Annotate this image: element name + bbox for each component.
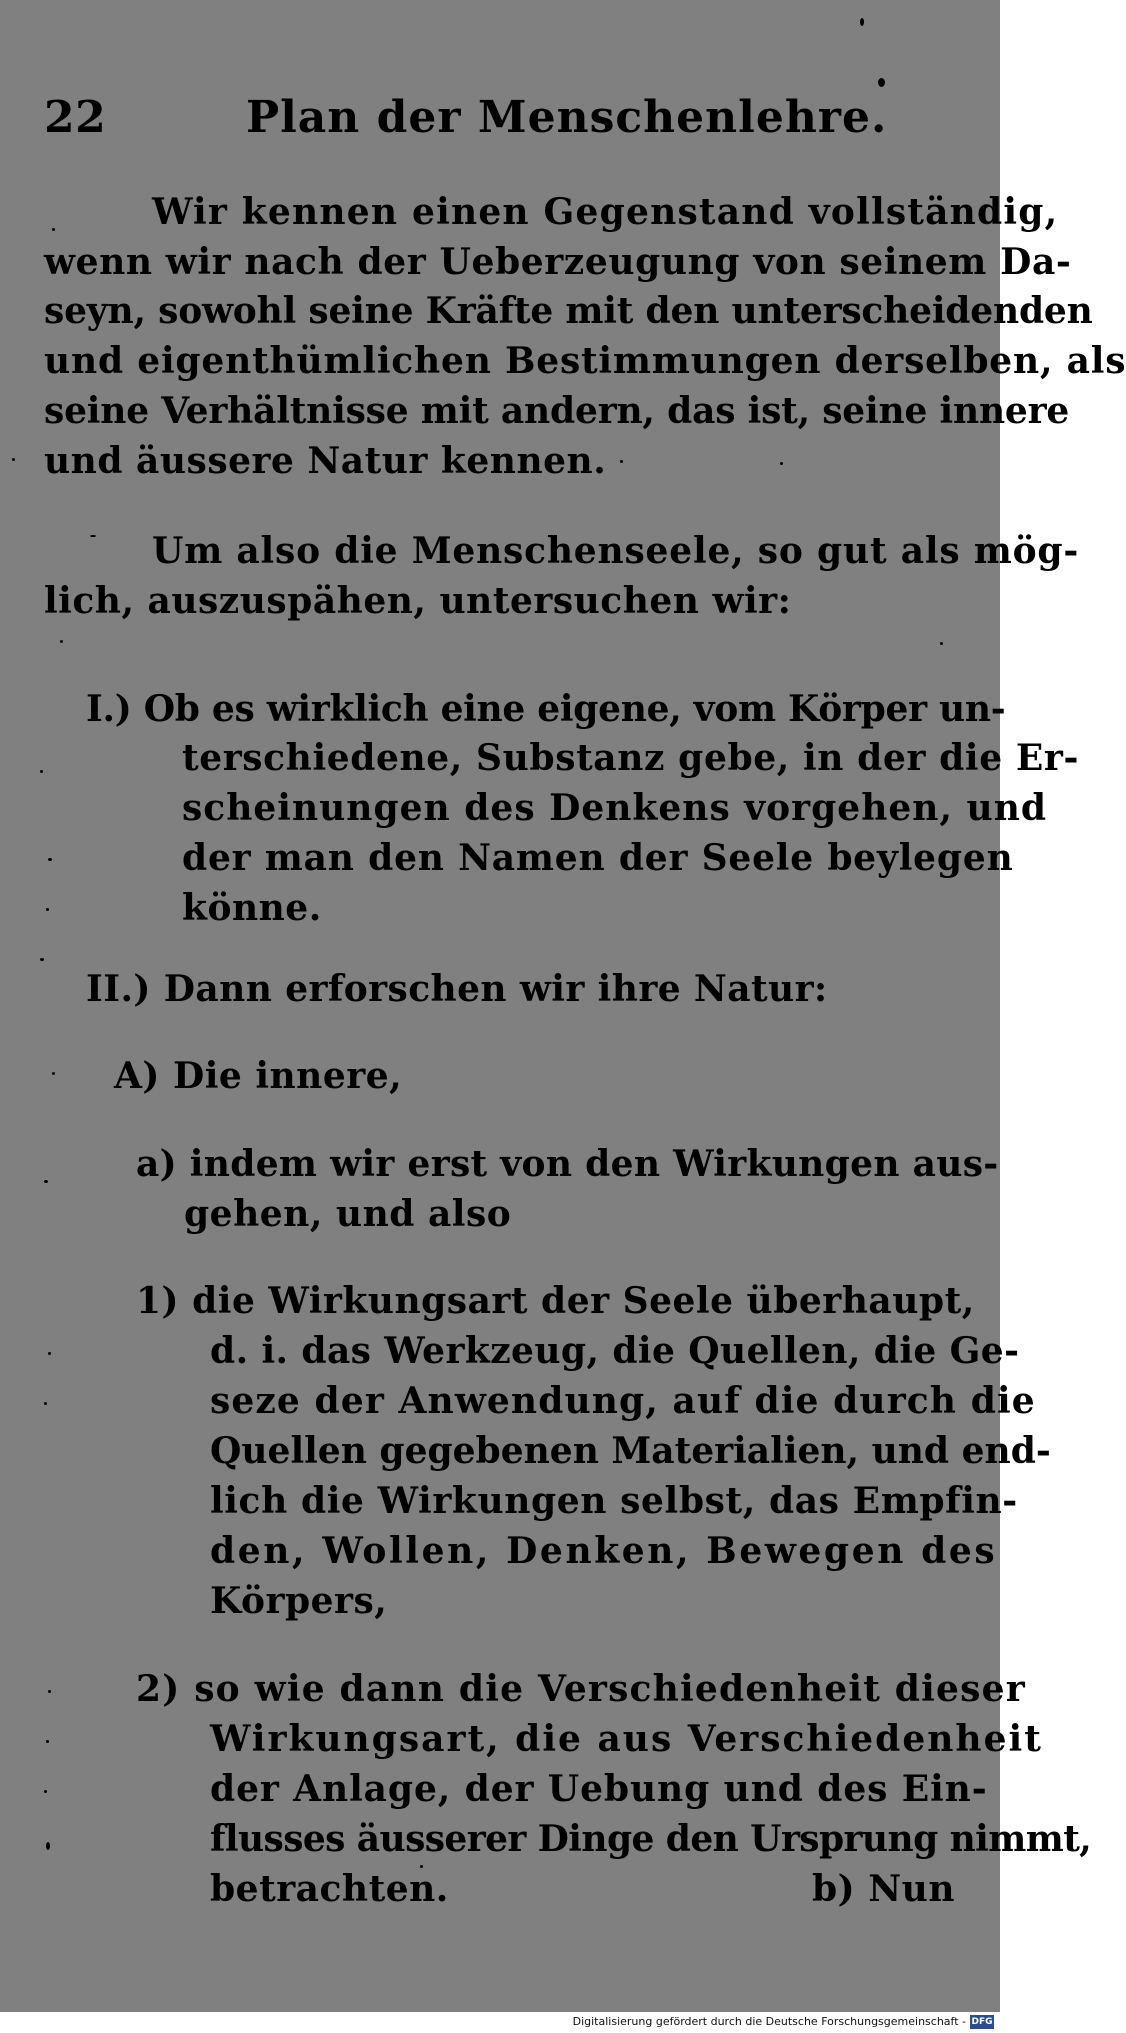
scan-speck — [90, 535, 96, 537]
scan-speck — [878, 78, 885, 87]
text-line: Körpers, — [210, 1580, 388, 1622]
text-line: Wirkungsart, die aus Verschiedenheit — [210, 1718, 1043, 1760]
scan-speck — [52, 1072, 55, 1075]
text-line: lich die Wirkungen selbst, das Empfin- — [210, 1480, 1018, 1522]
text-line: wenn wir nach der Ueberzeugung von seinem Da- — [44, 241, 1072, 283]
text-line: A) Die innere, — [114, 1055, 403, 1097]
digitization-footer — [0, 2012, 1000, 2033]
scan-speck — [44, 1180, 48, 1183]
text-line: a) indem wir erst von den Wirkungen aus- — [136, 1143, 999, 1185]
scan-speck — [780, 462, 783, 465]
scan-speck — [46, 1740, 49, 1743]
scan-speck — [60, 640, 63, 643]
scan-speck — [420, 1865, 423, 1868]
text-line: 2) so wie dann die Verschiedenheit dieser — [136, 1668, 1026, 1710]
text-line: und eigenthümlichen Bestimmungen derselben, als — [44, 340, 1126, 382]
footer-credit: Digitalisierung gefördert durch die Deutsche Forschungsgemeinschaft - — [572, 2015, 966, 2028]
text-line: Quellen gegebenen Materialien, und end- — [210, 1430, 1051, 1472]
scan-speck — [940, 642, 943, 645]
text-line: Um also die Menschenseele, so gut als mög- — [152, 530, 1080, 572]
text-line: betrachten. — [210, 1868, 449, 1910]
page-number: 22 — [44, 92, 107, 143]
scan-speck — [48, 1690, 51, 1693]
scan-speck — [620, 460, 623, 463]
text-line: könne. — [182, 887, 322, 929]
scan-speck — [46, 908, 49, 911]
scan-speck — [48, 1352, 51, 1355]
text-line: d. i. das Werkzeug, die Quellen, die Ge- — [210, 1330, 1020, 1372]
text-line: Wir kennen einen Gegenstand vollständig, — [152, 191, 1059, 233]
text-line: terschiedene, Substanz gebe, in der die Er- — [182, 737, 1079, 779]
scan-speck — [46, 1842, 50, 1850]
text-line: seze der Anwendung, auf die durch die — [210, 1380, 1036, 1422]
text-line: 1) die Wirkungsart der Seele überhaupt, — [136, 1280, 975, 1322]
text-line: seine Verhältnisse mit andern, das ist, seine innere — [44, 390, 1070, 432]
text-line: flusses äusserer Dinge den Ursprung nimmt, — [210, 1818, 1092, 1860]
scan-speck — [12, 458, 15, 461]
scan-speck — [40, 770, 43, 773]
dfg-logo: DFG — [971, 2017, 993, 2027]
text-line: II.) Dann erforschen wir ihre Natur: — [86, 968, 828, 1010]
text-line: seyn, sowohl seine Kräfte mit den unterscheidenden — [44, 290, 1093, 332]
text-line: gehen, und also — [184, 1193, 512, 1235]
scan-speck — [860, 18, 864, 26]
text-line: lich, auszuspähen, untersuchen wir: — [44, 580, 792, 622]
catchword: b) Nun — [812, 1868, 955, 1910]
text-line: der Anlage, der Uebung und des Ein- — [210, 1768, 988, 1810]
scan-speck — [52, 228, 55, 231]
text-line: und äussere Natur kennen. — [44, 440, 607, 482]
text-line: I.) Ob es wirklich eine eigene, vom Körper un- — [86, 688, 1006, 730]
text-line: scheinungen des Denkens vorgehen, und — [182, 787, 1048, 829]
scan-speck — [40, 958, 44, 961]
scan-speck — [48, 858, 52, 861]
scan-speck — [44, 1402, 47, 1405]
scan-speck — [44, 1790, 47, 1793]
text-line: den, Wollen, Denken, Bewegen des — [210, 1530, 998, 1572]
running-title: Plan der Menschenlehre. — [246, 92, 888, 143]
text-line: der man den Namen der Seele beylegen — [182, 837, 1014, 879]
